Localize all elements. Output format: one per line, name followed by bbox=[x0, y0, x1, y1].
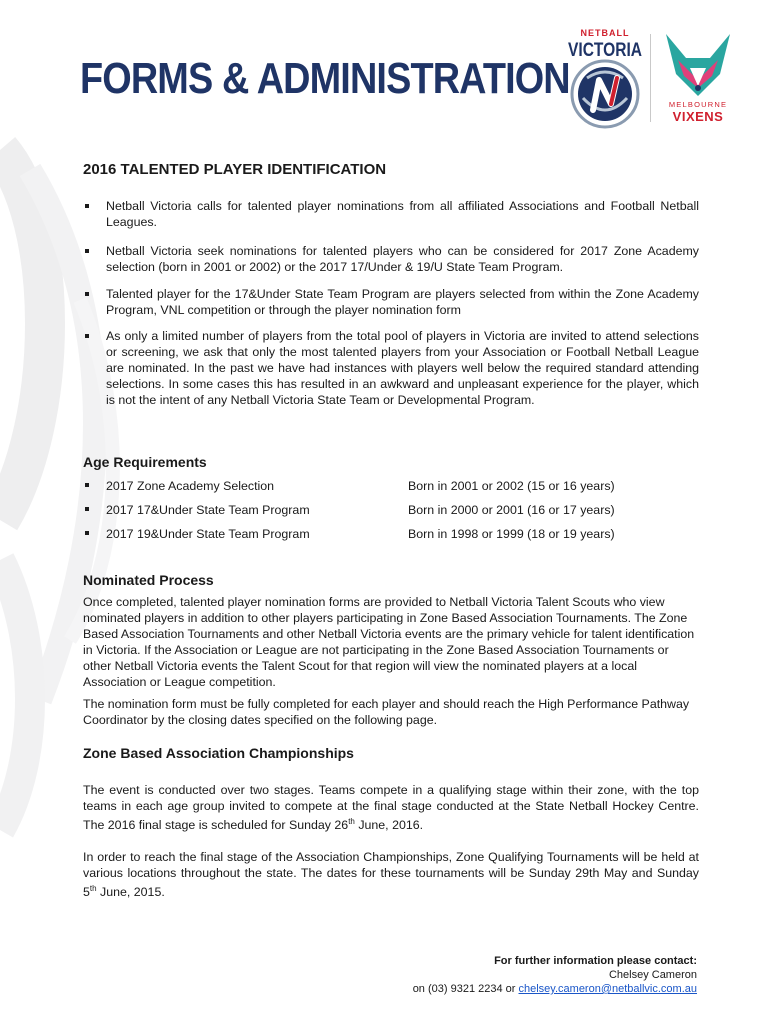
age-born: Born in 2000 or 2001 (16 or 17 years) bbox=[408, 503, 615, 517]
melbourne-vixens-logo bbox=[656, 30, 740, 124]
contact-phone: on (03) 9321 2234 or bbox=[412, 983, 519, 995]
age-born: Born in 2001 or 2002 (15 or 16 years) bbox=[408, 479, 615, 493]
section-title-talented: 2016 TALENTED PLAYER IDENTIFICATION bbox=[83, 161, 387, 178]
contact-name: Chelsey Cameron bbox=[608, 969, 697, 981]
nominated-paragraph: Once completed, talented player nomination forms are provided to Netball Victoria Talent Scouts who view nominated players in addition to other players participating in Zone Based Association Tournaments. The Zone Based Association Tournaments and other Netball Victoria events are the primary vehicle for talent identification in Victoria. If the Association or League are not participating in the Zone Based Association Tournaments or other Netball Victoria events the Talent Scout for that region will view the nominated players at a local Association or League competition. bbox=[83, 595, 695, 689]
section-title-zone: Zone Based Association Championships bbox=[83, 745, 354, 761]
age-row bbox=[83, 498, 699, 522]
intro-bullet: Netball Victoria seek nominations for talented players who can be considered for 2017 Zone Academy selection (born in 2001 or 2002) or the 2017 17/Under & 19/U State Team Program. bbox=[83, 243, 699, 275]
zone-paragraph: The event is conducted over two stages. Teams compete in a qualifying stage within their zone, with the top teams in each age group invited to compete at the final stage conducted at the State Netball Hockey Centre. The 2016 final stage is scheduled for Sunday 26th June, 2016. bbox=[83, 783, 699, 833]
logo-divider bbox=[650, 34, 651, 122]
section-title-nominated: Nominated Process bbox=[83, 572, 214, 588]
nominated-paragraph: The nomination form must be fully completed for each player and should reach the High Performance Pathway Coordinator by the closing dates specified on the following page. bbox=[83, 697, 690, 727]
zone-paragraph: In order to reach the final stage of the Association Championships, Zone Qualifying Tournaments will be held at various locations throughout the state. The dates for these tournaments will be Sunday 29th May and Sunday 5th June, 2015. bbox=[83, 850, 699, 900]
logo-nv-small-text: NETBALL bbox=[580, 28, 630, 38]
age-row bbox=[83, 474, 699, 498]
netball-victoria-logo bbox=[565, 26, 645, 130]
intro-bullet-list bbox=[83, 198, 699, 408]
logo-vx-big-text: VIXENS bbox=[672, 109, 724, 124]
contact-heading: For further information please contact: bbox=[494, 955, 697, 967]
contact-line bbox=[413, 982, 697, 996]
age-program: 2017 Zone Academy Selection bbox=[106, 479, 275, 493]
intro-bullet: Netball Victoria calls for talented player nominations from all affiliated Associations and Football Netball Leagues. bbox=[83, 198, 699, 230]
page-title: FORMS & ADMINISTRATION bbox=[80, 54, 570, 103]
age-born: Born in 1998 or 1999 (18 or 19 years) bbox=[408, 527, 615, 541]
age-requirements-table bbox=[83, 474, 699, 546]
age-row bbox=[83, 522, 699, 546]
contact-block bbox=[413, 954, 697, 996]
section-title-age: Age Requirements bbox=[83, 454, 207, 470]
age-program: 2017 19&Under State Team Program bbox=[106, 527, 310, 541]
logo-vx-small-text: MELBOURNE bbox=[668, 100, 728, 109]
document-body bbox=[83, 162, 699, 900]
intro-bullet: As only a limited number of players from the total pool of players in Victoria are invited to attend selections or screening, we ask that only the most talented players from your Association or Football Netball League are nominated. In the past we have had instances with players well below the required standard attending selections. In some cases this has resulted in an awkward and unpleasant experience for the player, which is not the intent of any Netball Victoria State Team or Developmental Program. bbox=[83, 328, 699, 408]
logo-nv-big-text: VICTORIA bbox=[568, 40, 643, 61]
intro-bullet: Talented player for the 17&Under State Team Program are players selected from within the Zone Academy Program, VNL competition or through the player nomination form bbox=[83, 286, 699, 318]
age-program: 2017 17&Under State Team Program bbox=[106, 503, 310, 517]
contact-email-link[interactable]: chelsey.cameron@netballvic.com.au bbox=[518, 983, 697, 995]
